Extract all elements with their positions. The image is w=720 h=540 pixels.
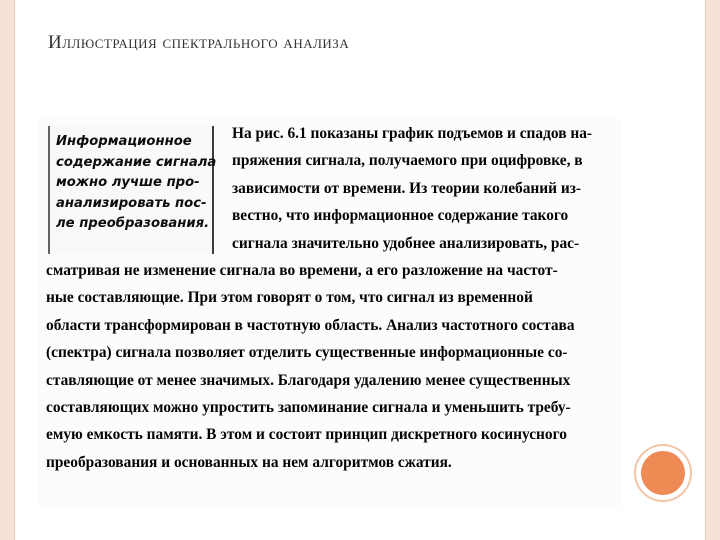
- body-line: области трансформирован в частотную область. Анализ частотного состава: [46, 316, 575, 334]
- body-line: емую емкость памяти. В этом и состоит принцип дискретного косинусного: [46, 426, 567, 444]
- body-line: сматривая не изменение сигнала во времени, а его разложение на частот-: [46, 261, 558, 279]
- body-line: (спектра) сигнала позволяет отделить существенные информационные со-: [46, 344, 568, 362]
- body-line: вестно, что информационное содержание такого: [232, 207, 569, 225]
- slide-frame-left: [0, 0, 15, 540]
- body-line: ные составляющие. При этом говорят о том, что сигнал из временной: [46, 289, 533, 307]
- body-line: составляющих можно упростить запоминание сигнала и уменьшить требу-: [46, 398, 571, 416]
- sidebar-line: Информационное: [56, 134, 192, 149]
- body-line: На рис. 6.1 показаны график подъемов и спадов на-: [232, 125, 593, 142]
- body-line: ставляющие от менее значимых. Благодаря удалению менее существенных: [46, 371, 571, 389]
- body-line: пряжения сигнала, получаемого при оцифровке, в: [232, 152, 583, 170]
- sidebar-line: ле преобразования.: [56, 216, 210, 231]
- slide-frame-right: [705, 0, 720, 540]
- sidebar-line: можно лучше про-: [56, 175, 200, 190]
- decorative-circle-icon: [641, 451, 685, 495]
- body-line: зависимости от времени. Из теории колебаний из-: [232, 179, 582, 197]
- sidebar-line: анализировать пос-: [56, 195, 207, 211]
- sidebar-line: содержание сигнала: [56, 154, 217, 170]
- body-line: сигнала значительно удобнее анализировать, рас-: [232, 234, 580, 252]
- scanned-page-image: [38, 118, 622, 510]
- body-text: [46, 120, 620, 476]
- body-line: преобразования и основанных на нем алгоритмов сжатия.: [46, 453, 452, 471]
- slide-title: Иллюстрация спектрального анализа: [48, 32, 350, 53]
